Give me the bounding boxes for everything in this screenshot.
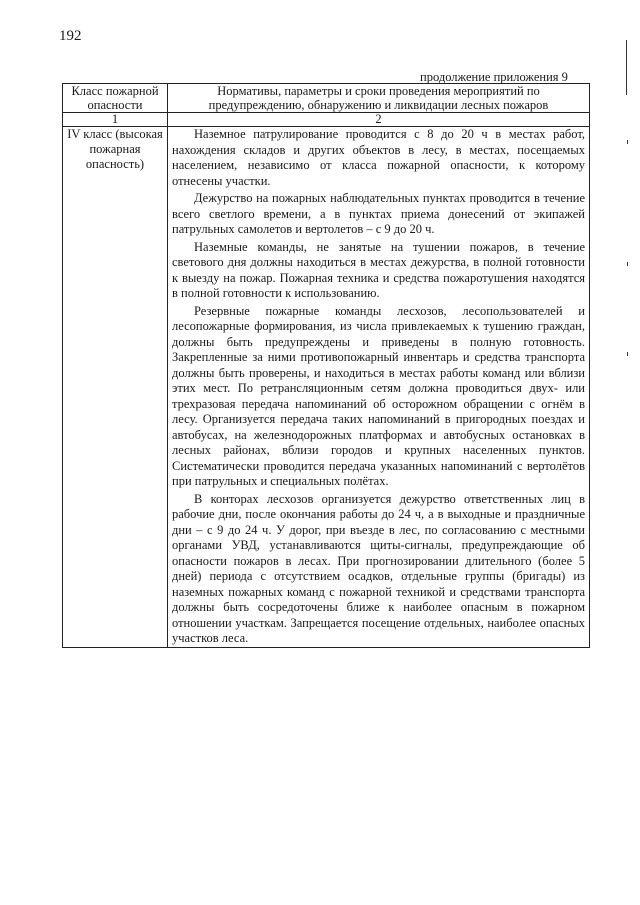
scan-edge-mark: [627, 262, 628, 266]
table-header-row: [63, 84, 590, 113]
column-number-1: 1: [63, 113, 168, 127]
measures-cell: [168, 127, 590, 648]
fire-class-label: IV класс (высокая пожарная опасность): [63, 127, 168, 648]
paragraph-reserve-teams: Резервные пожарные команды лесхозов, лесопользователей и лесопожарные формирования, из числа привлекаемых к тушению граждан, должны быть предупреждены и приведены в полную готовность. Закрепленные за ними противопожарный инвентарь и средства транспорта должны быть проверены, и находиться в местах работы команд или вблизи этих мест. По ретрансляционным сетям должна проводиться двух- или трехразовая передача напоминаний об осторожном обращении с огнём в лесу. Организуется передача таких напоминаний в пригородных поездах и автобусах, на железнодорожных платформах и автобусных остановках в лесных районах, вблизи городов и крупных населенных пунктов. Систематически проводится передача указанных напоминаний с вертолётов при патрульных и специальных полётах.: [172, 303, 585, 488]
paragraph-observation-posts: Дежурство на пожарных наблюдательных пунктах проводится в течение всего светлого времени, а в пунктах приема донесений от экипажей патрульных самолетов и вертолетов – с 9 до 20 ч.: [172, 191, 585, 236]
scan-edge-mark: [627, 352, 628, 356]
paragraph-duty-offices: В конторах лесхозов организуется дежурство ответственных лиц в рабочие дни, после окончания работы до 24 ч, а в выходные и праздничные дни – с 9 до 24 ч. У дорог, при въезде в лес, по согласованию с местными органами УВД, устанавливаются щиты-сигналы, предупреждающие об опасности пожаров в лесах. При прогнозировании длительного (более 5 дней) периода с отсутствием осадков, отдельные группы (бригады) из наземных пожарных команд с пожарной техникой и средствами транспорта должны быть сосредоточены ближе к наиболее опасным в пожарном отношении участкам. Запрещается посещение отдельных, наиболее опасных участков леса.: [172, 491, 585, 645]
scan-edge-mark: [626, 40, 627, 95]
paragraph-ground-patrol: Наземное патрулирование проводится с 8 до 20 ч в местах работ, нахождения складов и других объектов в лесу, в местах, посещаемых населением, независимо от класса пожарной опасности, к которому отнесены участки.: [172, 127, 585, 188]
header-fire-class: Класс пожарной опасности: [63, 84, 168, 113]
paragraph-ground-teams: Наземные команды, не занятые на тушении пожаров, в течение светового дня должны находиться в местах дежурства, в полной готовности к выезду на пожар. Пожарная техника и средства пожаротушения находятся в полной готовности к использованию.: [172, 239, 585, 300]
table-row: [63, 127, 590, 648]
page-number: 192: [59, 28, 82, 44]
column-number-row: [63, 113, 590, 127]
appendix-continuation-note: продолжение приложения 9: [420, 70, 568, 84]
column-number-2: 2: [168, 113, 590, 127]
scan-edge-mark: [627, 140, 628, 144]
header-measures: Нормативы, параметры и сроки проведения мероприятий по предупреждению, обнаружению и ликвидации лесных пожаров: [168, 84, 590, 113]
fire-measures-table: [62, 83, 590, 648]
